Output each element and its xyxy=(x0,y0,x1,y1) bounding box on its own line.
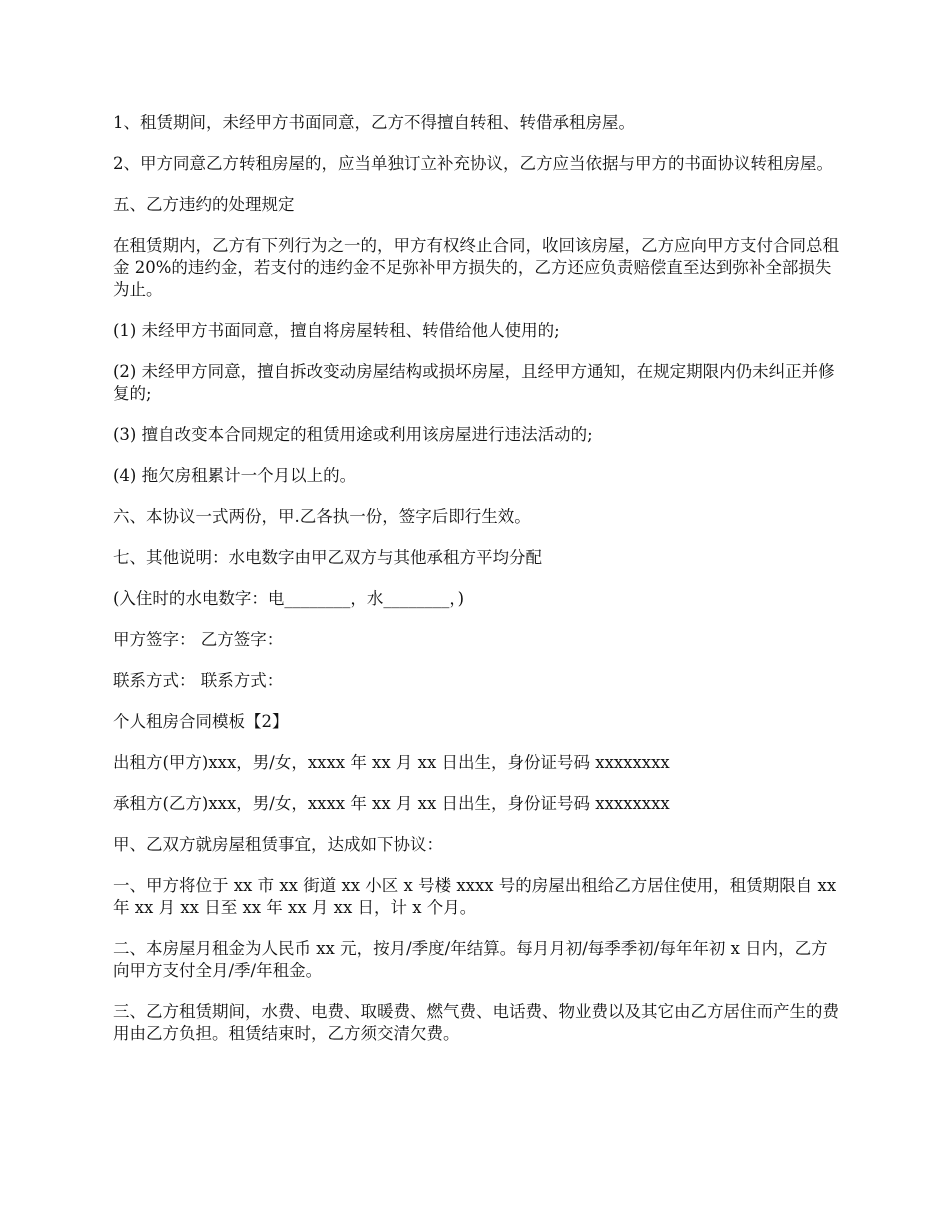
breach-item-4: (4) 拖欠房租累计一个月以上的。 xyxy=(113,466,357,485)
document-body xyxy=(113,112,842,1064)
template-title-2: 个人租房合同模板【2】 xyxy=(113,712,289,731)
section-copies: 六、本协议一式两份，甲.乙各执一份，签字后即行生效。 xyxy=(113,507,531,526)
clause-breach-penalty: 在租赁期内，乙方有下列行为之一的，甲方有权终止合同，收回该房屋，乙方应向甲方支付合同总租金 20%的违约金，若支付的违约金不足弥补甲方损失的，乙方还应负责赔偿直至达到弥补全部损失为止。 xyxy=(113,236,839,299)
section-heading-breach: 五、乙方违约的处理规定 xyxy=(113,195,295,214)
breach-item-2: (2) 未经甲方同意，擅自拆改变动房屋结构或损坏房屋，且经甲方通知，在规定期限内仍未纠正并修复的; xyxy=(113,362,835,403)
signature-line: 甲方签字： 乙方签字： xyxy=(113,630,284,649)
lessee-info: 承租方(乙方)xxx，男/女，xxxx 年 xx 月 xx 日出生，身份证号码 xxxxxxxx xyxy=(113,794,670,813)
clause-sublet-agreement: 2、甲方同意乙方转租房屋的，应当单独订立补充协议，乙方应当依据与甲方的书面协议转租房屋。 xyxy=(113,154,833,173)
clause-sublet-consent: 1、租赁期间，未经甲方书面同意，乙方不得擅自转租、转借承租房屋。 xyxy=(113,113,635,132)
clause-3-utilities: 三、乙方租赁期间，水费、电费、取暖费、燃气费、电话费、物业费以及其它由乙方居住而产生的费用由乙方负担。租赁结束时，乙方须交清欠费。 xyxy=(113,1002,839,1043)
clause-2-rent: 二、本房屋月租金为人民币 xx 元，按月/季度/年结算。每月月初/每季季初/每年年初 x 日内，乙方向甲方支付全月/季/年租金。 xyxy=(113,939,828,980)
section-other-notes: 七、其他说明：水电数字由甲乙双方与其他承租方平均分配 xyxy=(113,548,542,567)
lessor-info: 出租方(甲方)xxx，男/女，xxxx 年 xx 月 xx 日出生，身份证号码 xxxxxxxx xyxy=(113,753,670,772)
breach-item-1: (1) 未经甲方书面同意，擅自将房屋转租、转借给他人使用的; xyxy=(113,321,560,340)
meter-readings: (入住时的水电数字：电________，水________，) xyxy=(113,589,465,608)
clause-1-property: 一、甲方将位于 xx 市 xx 街道 xx 小区 x 号楼 xxxx 号的房屋出租给乙方居住使用，租赁期限自 xx 年 xx 月 xx 日至 xx 年 xx 月 xx 日，计 x 个月。 xyxy=(113,876,842,917)
breach-item-3: (3) 擅自改变本合同规定的租赁用途或利用该房屋进行违法活动的; xyxy=(113,425,593,444)
contact-line: 联系方式： 联系方式： xyxy=(113,671,284,690)
agreement-intro: 甲、乙双方就房屋租赁事宜，达成如下协议： xyxy=(113,835,443,854)
